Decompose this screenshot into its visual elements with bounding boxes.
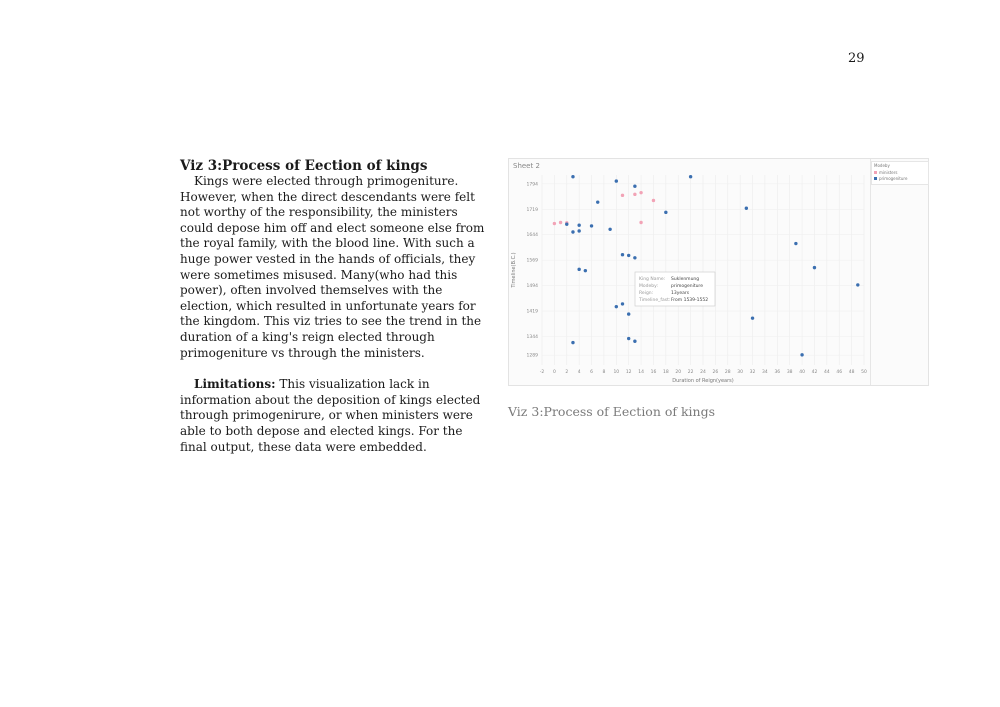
tooltip-label: King Name: <box>639 277 666 282</box>
y-tick-label: 1719 <box>526 207 538 213</box>
x-tick-label: 42 <box>811 370 818 375</box>
data-point-primogeniture <box>615 305 618 308</box>
x-tick-label: -2 <box>539 370 545 375</box>
data-point-primogeniture <box>751 316 754 319</box>
x-tick-label: 40 <box>799 370 805 375</box>
data-point-primogeniture <box>577 224 580 227</box>
data-point-primogeniture <box>794 242 797 245</box>
data-point-primogeniture <box>627 254 630 257</box>
x-tick-label: 20 <box>675 370 682 375</box>
data-point-primogeniture <box>800 353 803 356</box>
data-point-primogeniture <box>633 184 636 187</box>
data-point-primogeniture <box>627 312 630 315</box>
data-point-primogeniture <box>621 302 624 305</box>
data-point-primogeniture <box>745 207 748 210</box>
x-tick-label: 0 <box>552 370 556 375</box>
x-tick-label: 48 <box>848 370 855 375</box>
x-tick-label: 22 <box>687 370 694 375</box>
data-point-ministers <box>639 191 642 194</box>
x-axis-label: Duration of Reign(years) <box>672 378 734 384</box>
y-tick-label: 1494 <box>526 284 538 290</box>
data-point-primogeniture <box>596 200 599 203</box>
legend-title: Modeby <box>874 163 890 168</box>
data-point-ministers <box>553 222 556 225</box>
data-point-primogeniture <box>633 256 636 259</box>
data-point-primogeniture <box>621 253 624 256</box>
scatter-plot <box>509 159 930 387</box>
data-point-primogeniture <box>633 340 636 343</box>
data-point-primogeniture <box>577 268 580 271</box>
y-tick-label: 1569 <box>526 258 538 264</box>
figure-caption: Viz 3:Process of Eection of kings <box>508 404 716 419</box>
data-point-primogeniture <box>856 283 859 286</box>
tooltip-label: Timeline_fast: <box>639 298 671 303</box>
x-tick-label: 30 <box>737 370 744 375</box>
tooltip-value: 13years <box>671 291 690 296</box>
y-tick-label: 1644 <box>526 233 538 239</box>
x-tick-label: 46 <box>836 370 843 375</box>
data-point-primogeniture <box>627 337 630 340</box>
data-point-primogeniture <box>571 341 574 344</box>
data-point-primogeniture <box>577 229 580 232</box>
tooltip-label: Modeby: <box>639 284 658 289</box>
x-tick-label: 26 <box>712 370 719 375</box>
y-axis-label: Timeline(B.C.) <box>511 252 517 288</box>
legend-label-ministers: ministers <box>879 170 898 175</box>
y-tick-label: 1289 <box>526 353 538 359</box>
text-column <box>180 158 490 455</box>
x-tick-label: 4 <box>577 370 581 375</box>
chart-figure <box>508 158 929 386</box>
x-tick-label: 44 <box>823 370 830 375</box>
tooltip-label: Reign: <box>639 291 654 296</box>
tooltip-value: From 1539-1552 <box>671 298 709 303</box>
y-tick-label: 1419 <box>526 309 538 315</box>
x-tick-label: 12 <box>625 370 632 375</box>
data-point-ministers <box>652 199 655 202</box>
data-point-primogeniture <box>615 179 618 182</box>
data-point-ministers <box>639 221 642 224</box>
x-tick-label: 16 <box>650 370 657 375</box>
tooltip-value: primogeniture <box>671 284 703 289</box>
x-tick-label: 50 <box>861 370 867 375</box>
data-point-ministers <box>633 193 636 196</box>
x-tick-label: 8 <box>602 370 606 375</box>
x-tick-label: 10 <box>613 370 620 375</box>
y-tick-label: 1344 <box>526 335 538 340</box>
data-point-primogeniture <box>565 222 568 225</box>
x-tick-label: 32 <box>749 370 756 375</box>
data-point-primogeniture <box>608 228 611 231</box>
limitations-text: This visualization lack in information about the deposition of kings elected through primogenirure, or when ministers were able to both depose and elected kings. For the final output, these data were embedded. <box>180 377 481 454</box>
x-tick-label: 24 <box>700 370 706 375</box>
legend-label-primogeniture: primogeniture <box>879 176 908 181</box>
data-point-primogeniture <box>584 269 587 272</box>
limitations-paragraph <box>180 377 490 455</box>
page-number: 29 <box>848 51 865 66</box>
data-point-ministers <box>559 221 562 224</box>
x-tick-label: 6 <box>590 370 593 375</box>
data-point-primogeniture <box>571 175 574 178</box>
x-tick-label: 36 <box>774 370 781 375</box>
x-tick-label: 18 <box>662 370 669 375</box>
x-tick-label: 38 <box>786 370 793 375</box>
data-point-primogeniture <box>813 266 816 269</box>
data-point-primogeniture <box>664 211 667 214</box>
section-heading: Viz 3:Process of Eection of kings <box>180 158 428 174</box>
data-point-primogeniture <box>590 224 593 227</box>
limitations-label: Limitations: <box>194 377 276 392</box>
chart-title: Sheet 2 <box>513 162 540 170</box>
x-tick-label: 34 <box>762 370 768 375</box>
body-paragraph: Kings were elected through primogeniture. However, when the direct descendants were felt not worthy of the responsibility, the ministers could depose him off and elect someone else from the royal family, with the blood line. With such a huge power vested in the hands of officials, they were sometimes misused. Many(who had this power), often involved themselves with the election, which resulted in unfortunate years for the kingdom. This viz tries to see the trend in the duration of a king's reign elected through primogeniture vs through the ministers. <box>180 174 485 360</box>
y-tick-label: 1794 <box>526 182 538 188</box>
x-tick-label: 14 <box>638 370 644 375</box>
x-tick-label: 28 <box>724 370 731 375</box>
tooltip-value: Suklenmung <box>671 277 700 282</box>
data-point-primogeniture <box>571 230 574 233</box>
data-point-primogeniture <box>689 175 692 178</box>
data-point-ministers <box>621 194 624 197</box>
x-tick-label: 2 <box>565 370 569 375</box>
